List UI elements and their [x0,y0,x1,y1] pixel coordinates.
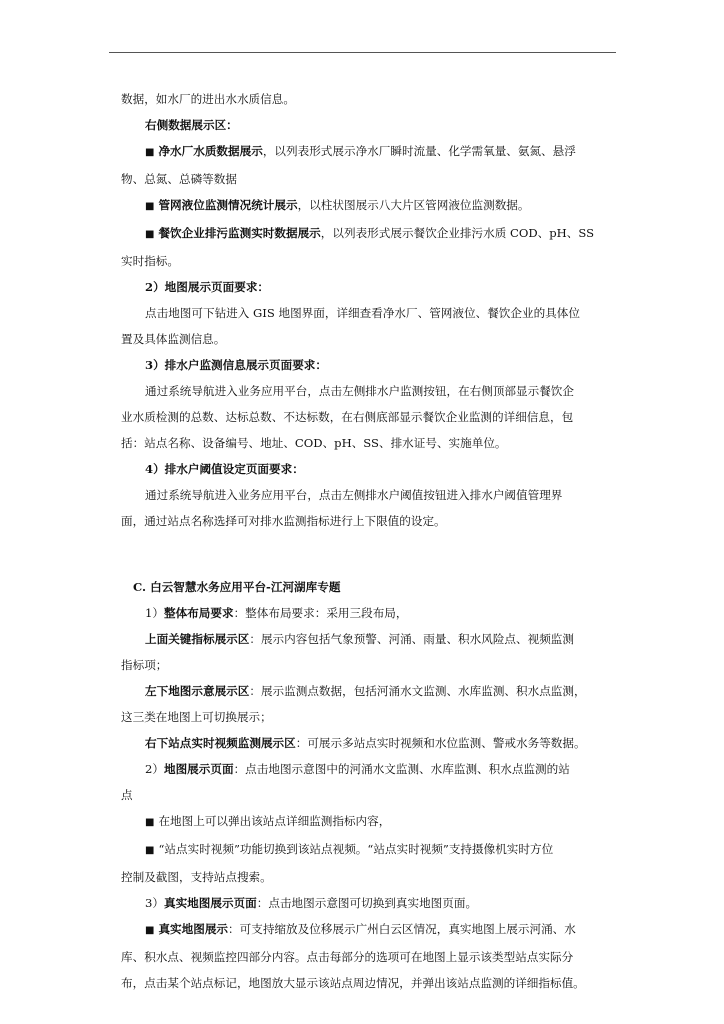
bullet-paragraph: ■ 净水厂水质数据展示，以列表形式展示净水厂瞬时流量、化学需氧量、氨氮、悬浮 [145,144,576,158]
header-rule [109,52,616,53]
bullet-paragraph: ■ 真实地图展示：可支持缩放及位移展示广州白云区情况，真实地图上展示河涌、水 [145,922,576,936]
square-bullet-icon: ■ [145,817,155,828]
square-bullet-icon: ■ [145,147,155,158]
paragraph-line: 面，通过站点名称选择可对排水监测指标进行上下限值的设定。 [121,514,446,528]
paragraph-line: 上面关键指标展示区：展示内容包括气象预警、河涌、雨量、积水风险点、视频监测 [145,632,574,646]
document-body [121,86,616,996]
square-bullet-icon: ■ [145,925,155,936]
chapter-heading: C. 白云智慧水务应用平台-江河湖库专题 [133,580,341,594]
section-heading: 右侧数据展示区： [145,118,238,132]
paragraph-line: 通过系统导航进入业务应用平台，点击左侧排水户监测按钮，在右侧顶部显示餐饮企 [145,384,574,398]
square-bullet-icon: ■ [145,845,155,856]
paragraph-line: 库、积水点、视频监控四部分内容。点击每部分的选项可在地图上显示该类型站点实际分 [121,950,574,964]
section-spacer [121,534,616,574]
paragraph-line: 括：站点名称、设备编号、地址、COD、pH、SS、排水证号、实施单位。 [121,436,507,450]
bullet-paragraph: ■ 管网液位监测情况统计展示，以柱状图展示八大片区管网液位监测数据。 [145,198,530,212]
paragraph-line: 指标项； [121,658,168,672]
paragraph-line: 通过系统导航进入业务应用平台，点击左侧排水户阈值按钮进入排水户阈值管理界 [145,488,563,502]
paragraph-line: 2）地图展示页面：点击地图示意图中的河涌水文监测、水库监测、积水点监测的站 [145,762,570,776]
paragraph-line: 数据，如水厂的进出水水质信息。 [121,92,295,106]
paragraph-line: 布，点击某个站点标记，地图放大显示该站点周边情况，并弹出该站点监测的详细指标值。 [121,976,585,990]
paragraph-line: 这三类在地图上可切换展示； [121,710,272,724]
paragraph-line: 左下地图示意展示区：展示监测点数据，包括河涌水文监测、水库监测、积水点监测， [145,684,586,698]
paragraph-line: 点击地图可下钻进入 GIS 地图界面，详细查看净水厂、管网液位、餐饮企业的具体位 [145,306,580,320]
paragraph-line: 点 [121,788,133,802]
section-heading: 2）地图展示页面要求： [145,280,270,294]
paragraph-line: 置及具体监测信息。 [121,332,226,346]
section-heading: 3）排水户监测信息展示页面要求： [145,358,327,372]
paragraph-line: 物、总氮、总磷等数据 [121,172,237,186]
bullet-paragraph: ■ 餐饮企业排污监测实时数据展示，以列表形式展示餐饮企业排污水质 COD、pH、SS [145,226,595,240]
paragraph-line: 右下站点实时视频监测展示区：可展示多站点实时视频和水位监测、警戒水务等数据。 [145,736,586,750]
section-heading: 4）排水户阈值设定页面要求： [145,462,304,476]
paragraph-line: 业水质检测的总数、达标总数、不达标数，在右侧底部显示餐饮企业监测的详细信息，包 [121,410,574,424]
square-bullet-icon: ■ [145,229,155,240]
paragraph-line: 控制及截图，支持站点搜索。 [121,870,272,884]
paragraph-line: 实时指标。 [121,254,179,268]
bullet-paragraph: ■ 在地图上可以弹出该站点详细监测指标内容， [145,814,391,828]
square-bullet-icon: ■ [145,201,155,212]
bullet-paragraph: ■ “站点实时视频”功能切换到该站点视频。“站点实时视频”支持摄像机实时方位 [145,842,554,856]
paragraph-line: 1）整体布局要求：整体布局要求：采用三段布局， [145,606,408,620]
paragraph-line: 3）真实地图展示页面：点击地图示意图可切换到真实地图页面。 [145,896,478,910]
